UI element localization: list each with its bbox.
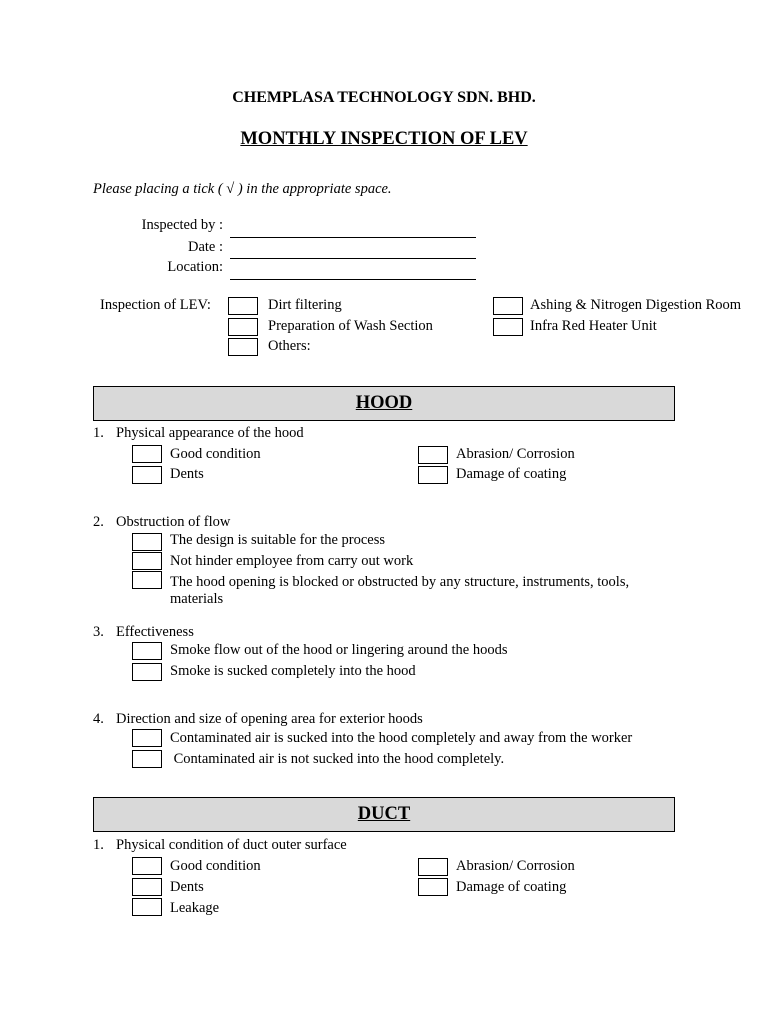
hood-q3-checkbox-smoke-out[interactable] xyxy=(132,642,162,660)
duct-q1-checkbox-leakage[interactable] xyxy=(132,898,162,916)
instruction-text: Please placing a tick ( √ ) in the appropriate space. xyxy=(93,181,392,197)
duct-section-header xyxy=(93,797,675,832)
lev-option-wash-section: Preparation of Wash Section xyxy=(268,318,433,334)
hood-q4-checkbox-not-sucked[interactable] xyxy=(132,750,162,768)
hood-section-header xyxy=(93,386,675,421)
duct-q1-text: Physical condition of duct outer surface xyxy=(116,837,347,853)
hood-q1-checkbox-coating[interactable] xyxy=(418,466,448,484)
hood-q1-number: 1. xyxy=(93,425,104,441)
location-field[interactable] xyxy=(230,279,476,280)
hood-q1-option-abrasion: Abrasion/ Corrosion xyxy=(456,446,575,462)
duct-q1-option-leakage: Leakage xyxy=(170,900,220,916)
duct-q1-option-coating: Damage of coating xyxy=(456,879,567,895)
hood-q3-option-smoke-in: Smoke is sucked completely into the hood xyxy=(170,663,416,679)
hood-q3-text: Effectiveness xyxy=(116,624,194,640)
lev-option-dirt-filtering: Dirt filtering xyxy=(268,297,342,313)
hood-q4-text: Direction and size of opening area for exterior hoods xyxy=(116,711,423,727)
duct-q1-checkbox-dents[interactable] xyxy=(132,878,162,896)
date-label: Date : xyxy=(187,239,223,255)
lev-option-others: Others: xyxy=(268,338,311,354)
lev-checkbox-others[interactable] xyxy=(228,338,258,356)
lev-checkbox-wash-section[interactable] xyxy=(228,318,258,336)
hood-q1-checkbox-dents[interactable] xyxy=(132,466,162,484)
form-title: MONTHLY INSPECTION OF LEV xyxy=(240,129,528,149)
hood-q2-checkbox-blocked[interactable] xyxy=(132,571,162,589)
inspected-by-field[interactable] xyxy=(230,237,476,238)
duct-q1-option-good: Good condition xyxy=(170,858,261,874)
date-field[interactable] xyxy=(230,258,476,259)
company-name: CHEMPLASA TECHNOLOGY SDN. BHD. xyxy=(232,89,536,106)
lev-option-ashing-room: Ashing & Nitrogen Digestion Room xyxy=(530,297,742,313)
hood-q2-option-not-hinder: Not hinder employee from carry out work xyxy=(170,553,414,569)
lev-checkbox-ashing-room[interactable] xyxy=(493,297,523,315)
lev-checkbox-dirt-filtering[interactable] xyxy=(228,297,258,315)
hood-q2-text: Obstruction of flow xyxy=(116,514,231,530)
hood-q3-option-smoke-out: Smoke flow out of the hood or lingering around the hoods xyxy=(170,642,508,658)
duct-q1-checkbox-good[interactable] xyxy=(132,857,162,875)
hood-q1-checkbox-abrasion[interactable] xyxy=(418,446,448,464)
hood-q1-option-coating: Damage of coating xyxy=(456,466,567,482)
hood-q1-option-good: Good condition xyxy=(170,446,261,462)
lev-label: Inspection of LEV: xyxy=(100,297,211,313)
duct-section-title: DUCT xyxy=(357,804,411,824)
hood-q1-text: Physical appearance of the hood xyxy=(116,425,304,441)
hood-q3-number: 3. xyxy=(93,624,104,640)
hood-q3-checkbox-smoke-in[interactable] xyxy=(132,663,162,681)
hood-q2-number: 2. xyxy=(93,514,104,530)
hood-q2-option-blocked-cont: materials xyxy=(170,591,224,607)
lev-option-infra-red: Infra Red Heater Unit xyxy=(530,318,657,334)
hood-q4-number: 4. xyxy=(93,711,104,727)
hood-q1-checkbox-good[interactable] xyxy=(132,445,162,463)
location-label: Location: xyxy=(167,259,223,275)
hood-q2-checkbox-design[interactable] xyxy=(132,533,162,551)
hood-q4-option-not-sucked: Contaminated air is not sucked into the hood completely. xyxy=(170,751,505,767)
duct-q1-checkbox-coating[interactable] xyxy=(418,878,448,896)
lev-checkbox-infra-red[interactable] xyxy=(493,318,523,336)
duct-q1-number: 1. xyxy=(93,837,104,853)
hood-q2-checkbox-not-hinder[interactable] xyxy=(132,552,162,570)
inspected-by-label: Inspected by : xyxy=(141,217,223,233)
hood-q2-option-design: The design is suitable for the process xyxy=(170,532,386,548)
hood-q4-checkbox-sucked[interactable] xyxy=(132,729,162,747)
duct-q1-option-dents: Dents xyxy=(170,879,204,895)
hood-q2-option-blocked: The hood opening is blocked or obstructed by any structure, instruments, tools, xyxy=(170,574,630,590)
duct-q1-option-abrasion: Abrasion/ Corrosion xyxy=(456,858,575,874)
duct-q1-checkbox-abrasion[interactable] xyxy=(418,858,448,876)
hood-section-title: HOOD xyxy=(355,393,413,413)
hood-q1-option-dents: Dents xyxy=(170,466,204,482)
hood-q4-option-sucked: Contaminated air is sucked into the hood completely and away from the worker xyxy=(170,730,633,746)
